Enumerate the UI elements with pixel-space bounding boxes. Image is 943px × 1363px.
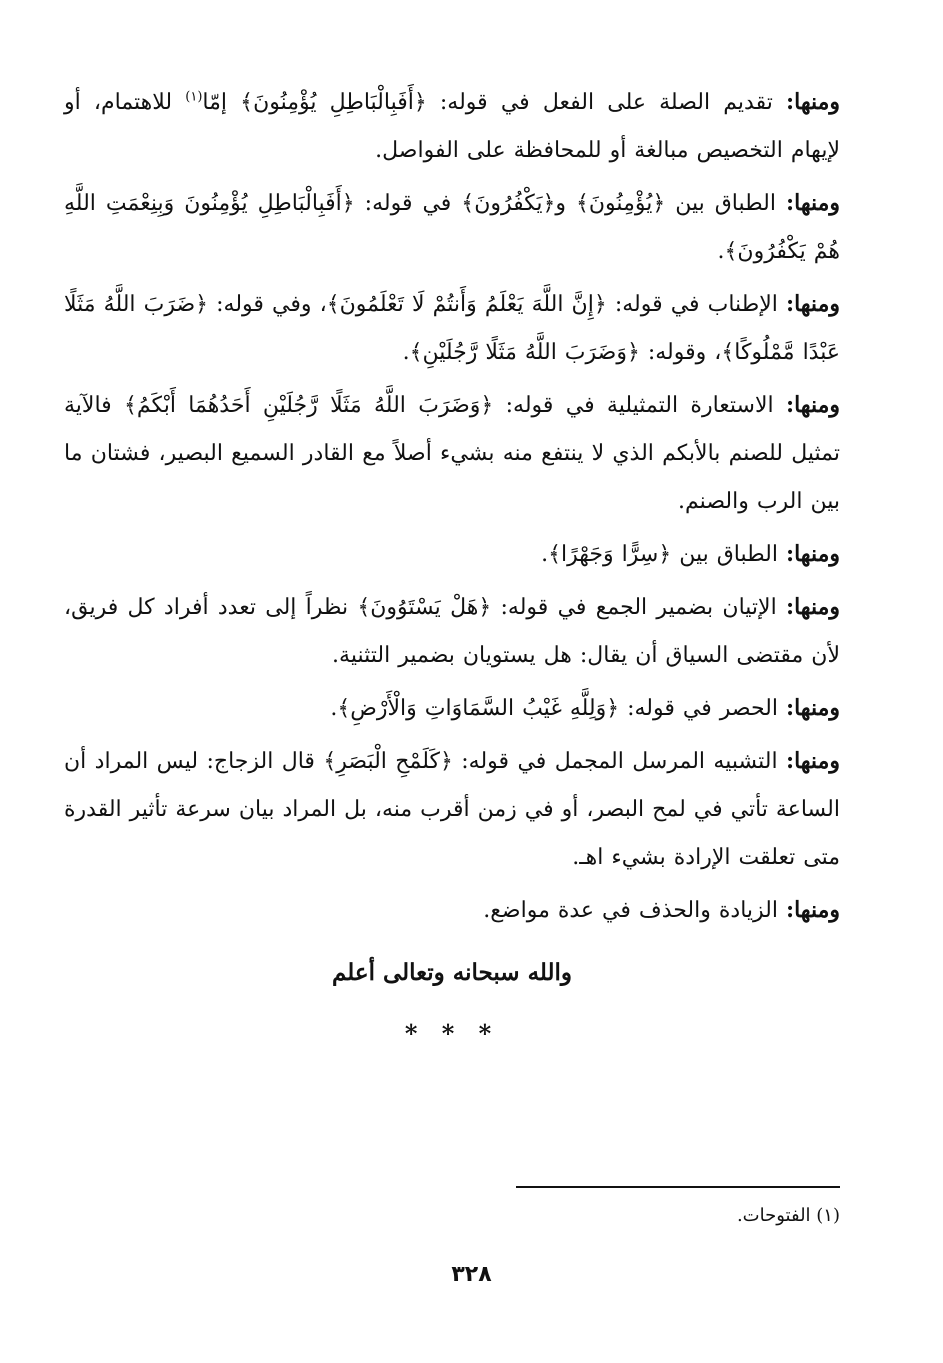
paragraph-text: الإطناب في قوله: ﴿إِنَّ اللَّهَ يَعْلَمُ وَأَنتُمْ لَا تَعْلَمُونَ﴾، وفي قوله: ﴿ضَرَبَ اللَّهُ مَثَلًا عَبْدًا مَّمْلُوكًا﴾، وقوله: ﴿وَضَرَبَ اللَّهُ مَثَلًا رَّجُلَيْنِ﴾. — [64, 292, 840, 365]
paragraph-text: الطباق بين ﴿يُؤْمِنُونَ﴾ و﴿يَكْفُرُونَ﴾ في قوله: ﴿أَفَبِالْبَاطِلِ يُؤْمِنُونَ وَبِنِعْمَتِ اللَّهِ هُمْ يَكْفُرُونَ﴾. — [64, 191, 840, 264]
paragraph-text: تقديم الصلة على الفعل في قوله: ﴿أَفَبِالْبَاطِلِ يُؤْمِنُونَ﴾ إمّا — [202, 90, 773, 115]
paragraph-9 — [64, 886, 840, 935]
paragraph-text: الزيادة والحذف في عدة مواضع. — [483, 898, 778, 923]
paragraph-lead: ومنها: — [785, 748, 840, 774]
paragraph-5 — [64, 530, 840, 579]
paragraph-lead: ومنها: — [786, 190, 841, 216]
paragraph-lead: ومنها: — [785, 392, 840, 418]
paragraph-text: الاستعارة التمثيلية في قوله: ﴿وَضَرَبَ اللَّهُ مَثَلًا رَّجُلَيْنِ أَحَدُهُمَا أَبْكَمُ﴾ فالآية تمثيل للصنم بالأبكم الذي لا ينتفع منه بشيء أصلاً مع القادر السميع البصير، فشتان ما بين الرب والصنم. — [64, 393, 840, 514]
footnote-divider — [516, 1186, 840, 1188]
paragraph-text: الإتيان بضمير الجمع في قوله: ﴿هَلْ يَسْتَوُونَ﴾ نظراً إلى تعدد أفراد كل فريق، لأن مقتضى السياق أن يقال: هل يستويان بضمير التثنية. — [64, 595, 840, 668]
footnote-reference: (١) — [185, 89, 203, 105]
paragraph-text: الطباق بين ﴿سِرًّا وَجَهْرًا﴾. — [541, 542, 778, 567]
footnote: (١) الفتوحات. — [736, 1205, 840, 1226]
paragraph-4 — [64, 381, 840, 526]
paragraph-7 — [64, 684, 840, 733]
paragraph-lead: ومنها: — [785, 541, 840, 567]
paragraph-lead: ومنها: — [785, 291, 840, 317]
page-body — [64, 78, 840, 1048]
paragraph-lead: ومنها: — [785, 594, 840, 620]
paragraph-2 — [64, 179, 840, 276]
paragraph-lead: ومنها: — [786, 89, 841, 115]
closing-line: والله سبحانه وتعالى أعلم — [331, 959, 573, 986]
paragraph-text-tail: للاهتمام، أو لإيهام التخصيص مبالغة أو للمحافظة على الفواصل. — [64, 90, 840, 163]
paragraph-text: الحصر في قوله: ﴿وَلِلَّهِ غَيْبُ السَّمَاوَاتِ وَالْأَرْضِ﴾. — [330, 696, 778, 721]
paragraph-lead: ومنها: — [785, 897, 840, 923]
paragraph-text: التشبيه المرسل المجمل في قوله: ﴿كَلَمْحِ الْبَصَرِ﴾ قال الزجاج: ليس المراد أن الساعة تأتي في لمح البصر، أو في زمن أقرب منه، بل المراد بيان سرعة تأثير القدرة متى تعلقت الإرادة بشيء اهـ. — [64, 749, 840, 870]
paragraph-6 — [64, 583, 840, 680]
paragraph-1 — [64, 78, 840, 175]
paragraph-8 — [64, 737, 840, 882]
paragraph-3 — [64, 280, 840, 377]
section-separator: * * * — [404, 1019, 500, 1048]
page-number: ٣٢٨ — [451, 1262, 492, 1287]
paragraph-lead: ومنها: — [785, 695, 840, 721]
